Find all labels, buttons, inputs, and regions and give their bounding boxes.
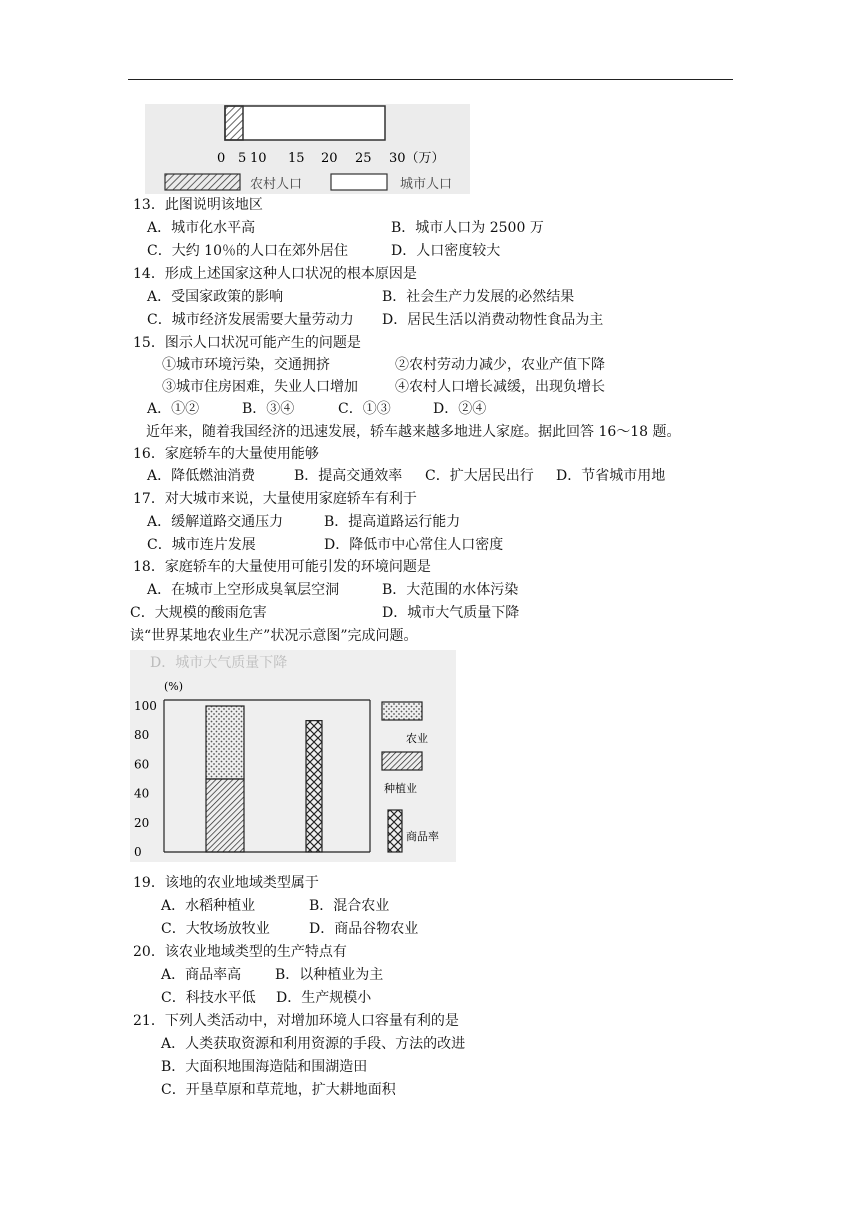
q17-stem: 17．对大城市来说，大量使用家庭轿车有利于 bbox=[133, 491, 417, 507]
bar-agriculture bbox=[206, 706, 244, 779]
q13-option-a: A．城市化水平高 bbox=[147, 220, 256, 236]
x-tick-30: 30（万） bbox=[389, 151, 445, 166]
q19-option-c: C．大牧场放牧业 bbox=[161, 921, 270, 937]
q17-option-d: D．降低市中心常住人口密度 bbox=[324, 537, 504, 553]
q17-option-a: A．缓解道路交通压力 bbox=[147, 514, 284, 530]
q20-stem: 20．该农业地域类型的生产特点有 bbox=[133, 944, 347, 960]
legend-planting-swatch bbox=[382, 752, 422, 770]
x-tick-0: 0 bbox=[217, 151, 226, 166]
q21-option-a: A．人类获取资源和利用资源的手段、方法的改进 bbox=[161, 1036, 466, 1052]
q17-option-c: C．城市连片发展 bbox=[147, 537, 256, 553]
q15-statement-3: ③城市住房困难，失业人口增加 bbox=[162, 379, 358, 395]
q19-option-a: A．水稻种植业 bbox=[161, 898, 256, 914]
q15-option-b: B．③④ bbox=[242, 401, 295, 417]
x-tick-15: 15 bbox=[288, 151, 305, 166]
q18-option-c: C．大规模的酸雨危害 bbox=[130, 605, 267, 621]
q16-stem: 16．家庭轿车的大量使用能够 bbox=[133, 446, 319, 462]
y-tick-40: 40 bbox=[134, 786, 150, 801]
q20-option-c: C．科技水平低 bbox=[161, 990, 256, 1006]
legend-planting-label: 种植业 bbox=[384, 782, 417, 795]
q15-statement-4: ④农村人口增长减缓，出现负增长 bbox=[395, 379, 605, 395]
q13-stem: 13．此图说明该地区 bbox=[133, 197, 263, 213]
x-tick-10: 10 bbox=[250, 151, 267, 166]
q15-stem: 15．图示人口状况可能产生的问题是 bbox=[133, 335, 361, 351]
legend-commodity-label: 商品率 bbox=[406, 830, 439, 843]
population-svg bbox=[145, 104, 470, 194]
q19-option-d: D．商品谷物农业 bbox=[309, 921, 419, 937]
q16-option-a: A．降低燃油消费 bbox=[147, 468, 256, 484]
q21-stem: 21．下列人类活动中，对增加环境人口容量有利的是 bbox=[133, 1013, 459, 1029]
q18-option-d: D．城市大气质量下降 bbox=[382, 605, 520, 621]
q16-option-c: C．扩大居民出行 bbox=[425, 468, 534, 484]
q18-stem: 18．家庭轿车的大量使用可能引发的环境问题是 bbox=[133, 559, 431, 575]
q15-option-d: D．②④ bbox=[433, 401, 487, 417]
y-tick-100: 100 bbox=[134, 699, 157, 713]
intro-16-18: 近年来，随着我国经济的迅速发展，轿车越来越多地进人家庭。据此回答 16～18 题。 bbox=[146, 424, 681, 440]
bar-commodity-rate bbox=[306, 721, 322, 852]
population-figure bbox=[145, 104, 470, 194]
q14-option-a: A．受国家政策的影响 bbox=[147, 289, 284, 305]
header-rule bbox=[128, 79, 733, 80]
y-tick-60: 60 bbox=[134, 757, 150, 772]
faded-overprint-text: D．城市大气质量下降 bbox=[150, 655, 288, 671]
x-tick-5: 5 bbox=[238, 151, 247, 166]
q15-statement-2: ②农村劳动力减少，农业产值下降 bbox=[395, 357, 605, 373]
rural-population-bar bbox=[225, 106, 243, 140]
legend-commodity-swatch bbox=[388, 810, 402, 852]
q13-option-c: C．大约 10％的人口在郊外居住 bbox=[147, 243, 348, 259]
q18-option-a: A．在城市上空形成臭氧层空洞 bbox=[147, 582, 340, 598]
q13-option-d: D．人口密度较大 bbox=[391, 243, 501, 259]
y-axis-unit: (%) bbox=[164, 680, 184, 693]
intro-19-20: 读“世界某地农业生产”状况示意图”完成问题。 bbox=[130, 628, 418, 644]
q18-option-b: B．大范围的水体污染 bbox=[382, 582, 519, 598]
bar-planting bbox=[206, 779, 244, 852]
y-tick-20: 20 bbox=[134, 815, 150, 830]
agriculture-chart bbox=[130, 650, 456, 862]
q20-option-d: D．生产规模小 bbox=[276, 990, 372, 1006]
legend-agriculture-label: 农业 bbox=[406, 732, 428, 745]
q14-option-d: D．居民生活以消费动物性食品为主 bbox=[382, 312, 604, 328]
x-tick-20: 20 bbox=[321, 151, 338, 166]
x-tick-25: 25 bbox=[355, 151, 372, 166]
q21-option-c: C．开垦草原和草荒地，扩大耕地面积 bbox=[161, 1082, 396, 1098]
q20-option-a: A．商品率高 bbox=[161, 967, 242, 983]
y-tick-0: 0 bbox=[134, 845, 142, 859]
bars bbox=[206, 706, 322, 852]
q17-option-b: B．提高道路运行能力 bbox=[324, 514, 461, 530]
q19-stem: 19．该地的农业地域类型属于 bbox=[133, 875, 319, 891]
q15-option-c: C．①③ bbox=[338, 401, 391, 417]
q15-statement-1: ①城市环境污染，交通拥挤 bbox=[162, 357, 330, 373]
y-tick-labels bbox=[134, 699, 157, 859]
q14-option-c: C．城市经济发展需要大量劳动力 bbox=[147, 312, 354, 328]
y-tick-80: 80 bbox=[134, 728, 150, 743]
urban-population-bar bbox=[225, 106, 385, 140]
q14-stem: 14．形成上述国家这种人口状况的根本原因是 bbox=[133, 266, 417, 282]
q16-option-b: B．提高交通效率 bbox=[294, 468, 403, 484]
legend-agriculture-swatch bbox=[382, 702, 422, 720]
q19-option-b: B．混合农业 bbox=[309, 898, 390, 914]
q15-option-a: A．①② bbox=[147, 401, 200, 417]
legend-urban-swatch bbox=[331, 174, 387, 190]
q13-option-b: B．城市人口为 2500 万 bbox=[391, 220, 544, 236]
q20-option-b: B．以种植业为主 bbox=[275, 967, 384, 983]
legend-rural-swatch bbox=[165, 174, 240, 190]
legend-urban-label: 城市人口 bbox=[400, 177, 453, 192]
q14-option-b: B．社会生产力发展的必然结果 bbox=[382, 289, 575, 305]
legend-rural-label: 农村人口 bbox=[250, 177, 303, 192]
q16-option-d: D．节省城市用地 bbox=[556, 468, 666, 484]
q21-option-b: B．大面积地围海造陆和围湖造田 bbox=[161, 1059, 368, 1075]
agriculture-svg bbox=[130, 650, 456, 862]
